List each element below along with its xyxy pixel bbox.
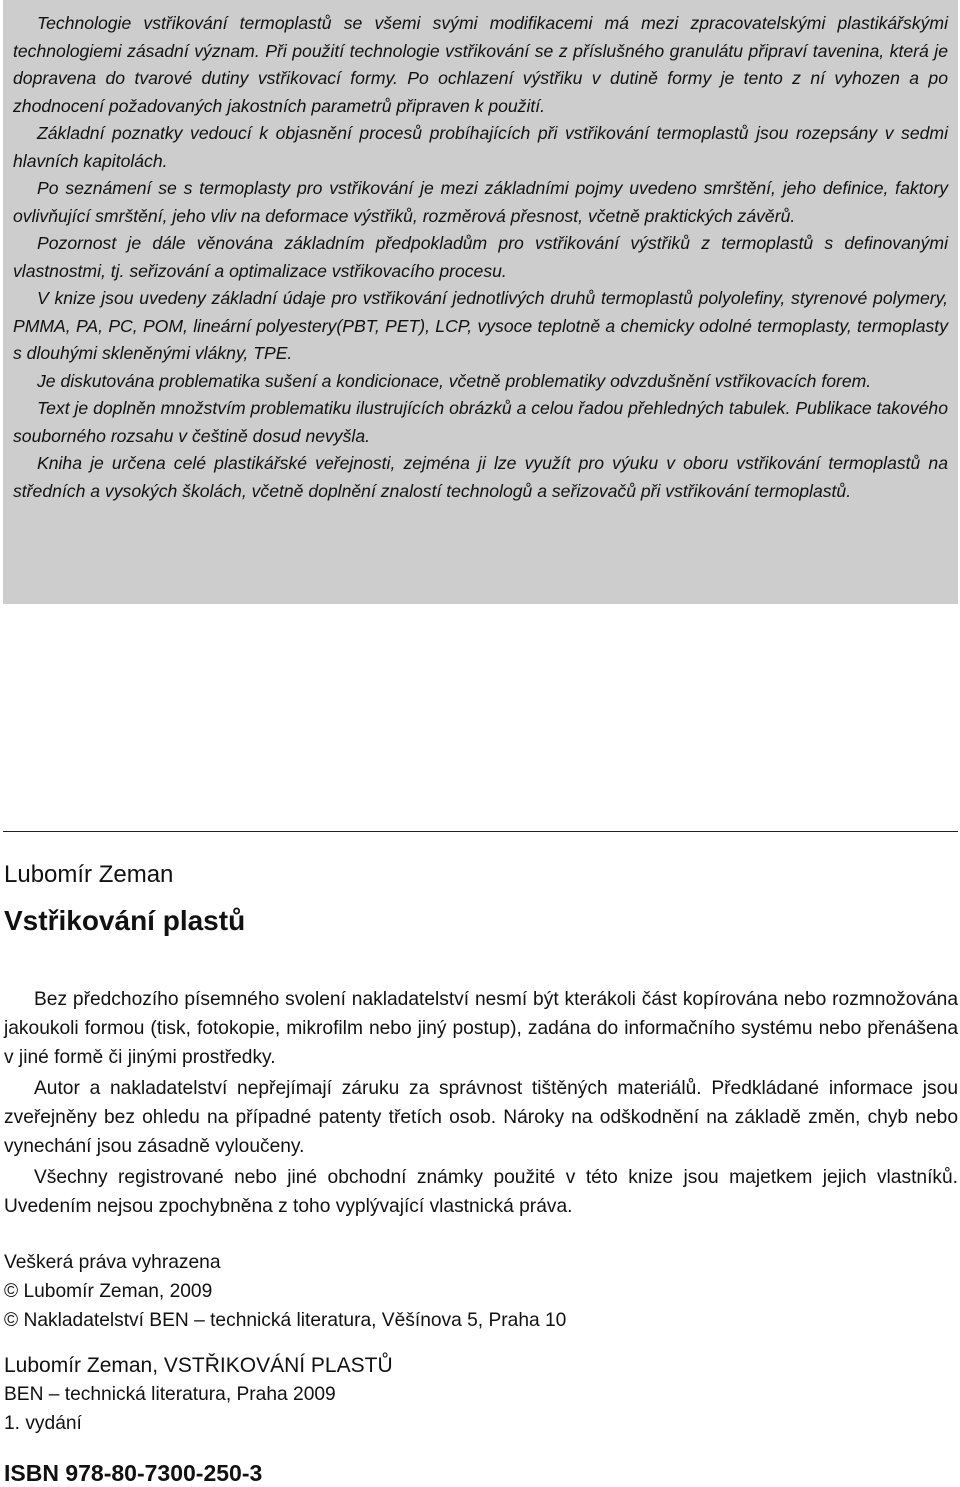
publisher-line: BEN – technická literatura, Praha 2009 [4,1384,336,1405]
edition-citation: Lubomír Zeman, VSTŘIKOVÁNÍ PLASTŮ [4,1354,393,1377]
edition-number: 1. vydání [4,1413,82,1434]
description-paragraph-2: Základní poznatky vedoucí k objasnění procesů probíhajících při vstřikování termoplastů jsou rozepsány v sedmi hlavních kapitolách. [13,123,948,171]
author-name: Lubomír Zeman [4,861,174,888]
description-paragraph-8: Kniha je určena celé plastikářské veřejnosti, zejména ji lze využít pro výuku v oboru vstřikování termoplastů na středních a vysokých školách, včetně doplnění znalostí technologů a seřizovačů při vstřikování termoplastů. [13,453,948,501]
copyright-publisher: © Nakladatelství BEN – technická literatura, Věšínova 5, Praha 10 [4,1310,567,1331]
description-paragraph-3: Po seznámení se s termoplasty pro vstřikování je mezi základními pojmy uvedeno smrštění, jeho definice, faktory ovlivňující smrštění, jeho vliv na deformace výstřiků, rozměrová přesnost, včetně praktických závěrů. [13,178,948,226]
legal-paragraph-3: Všechny registrované nebo jiné obchodní známky použité v této knize jsou majetkem jejich vlastníků. Uvedením nejsou zpochybněna z toho vyplývající vlastnická práva. [4,1167,958,1217]
description-paragraph-1: Technologie vstřikování termoplastů se všemi svými modifikacemi má mezi zpracovatelskými plastikářskými technologiemi zásadní význam. Při použití technologie vstřikování se z příslušného granulátu připraví tavenina, která je dopravena do tvarové dutiny vstřikovací formy. Po ochlazení výstřiku v dutině formy je tento z ní vyhozen a po zhodnocení požadovaných jakostních parametrů připraven k použití. [13,13,948,116]
description-paragraph-5: V knize jsou uvedeny základní údaje pro vstřikování jednotlivých druhů termoplastů polyolefiny, styrenové polymery, PMMA, PA, PC, POM, lineární polyestery(PBT, PET), LCP, vysoce teplotně a chemicky odolné termoplasty, termoplasty s dlouhými skleněnými vlákny, TPE. [13,288,948,363]
book-title: Vstřikování plastů [4,905,246,936]
edition-block [4,1351,393,1438]
rights-block [4,1248,566,1335]
description-paragraph-6: Je diskutována problematika sušení a kondicionace, včetně problematiky odvzdušnění vstřikovacích forem. [37,370,872,391]
description-paragraph-4: Pozornost je dále věnována základním předpokladům pro vstřikování výstřiků z termoplastů s definovanými vlastnostmi, tj. seřizování a optimalizace vstřikovacího procesu. [13,233,948,281]
description-paragraph-7: Text je doplněn množstvím problematiku ilustrujících obrázků a celou řadou přehledných tabulek. Publikace takového souborného rozsahu v češtině dosud nevyšla. [13,398,948,446]
rights-reserved: Veškerá práva vyhrazena [4,1252,221,1273]
isbn: ISBN 978-80-7300-250-3 [4,1460,263,1486]
legal-paragraph-1: Bez předchozího písemného svolení nakladatelství nesmí být kterákoli část kopírována nebo rozmnožována jakoukoli formou (tisk, fotokopie, mikrofilm nebo jiný postup), zadána do informačního systému nebo přenášena v jiné formě či jinými prostředky. [4,989,958,1068]
legal-paragraph-2: Autor a nakladatelství nepřejímají záruku za správnost tištěných materiálů. Předkládané informace jsou zveřejněny bez ohledu na případné patenty třetích osob. Nároky na odškodnění na základě změn, chyb nebo vynechání jsou zásadně vyloučeny. [4,1078,958,1157]
legal-notice [4,985,958,1223]
book-description-box [3,0,958,604]
copyright-author: © Lubomír Zeman, 2009 [4,1281,213,1302]
section-divider [3,831,958,832]
